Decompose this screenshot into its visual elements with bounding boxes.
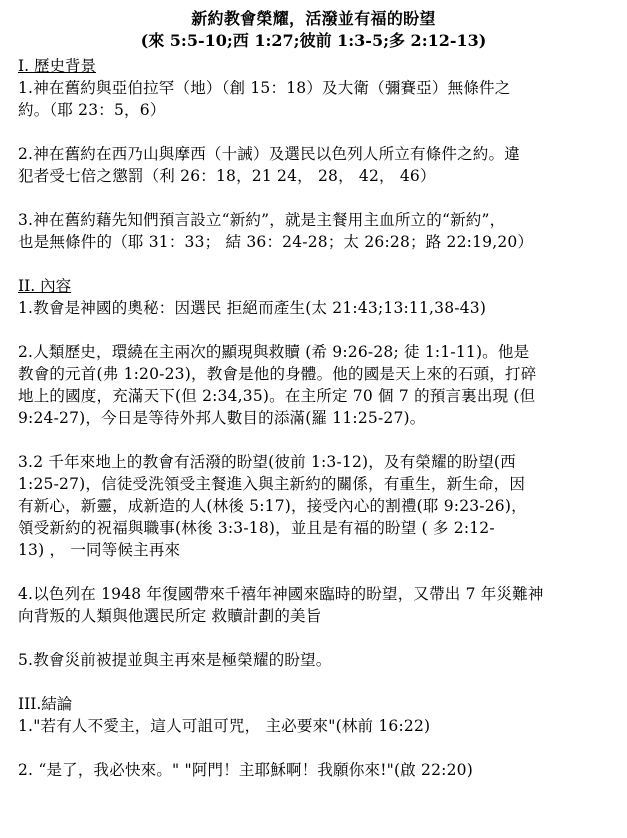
paragraph-line: 13) ， 一同等候主再來: [18, 541, 181, 559]
spacer: [18, 561, 609, 583]
paragraph-line: 2.神在舊約在西乃山與摩西（十誡）及選民以色列人所立有條件之約。違: [18, 145, 520, 163]
paragraph-line: 犯者受七倍之懲罰（利 26：18，21 24， 28， 42， 46）: [18, 167, 436, 185]
document-subtitle: (來 5:5-10;西 1:27;彼前 1:3-5;多 2:12-13): [140, 31, 487, 50]
paragraph: [18, 649, 609, 671]
paragraph-line: 1:25-27)，信徒受洗領受主餐進入與主新約的關係，有重生，新生命，因: [18, 475, 526, 493]
paragraph-line: 領受新約的祝福與職事(林後 3:3-18)，並且是有福的盼望 ( 多 2:12-: [18, 519, 495, 537]
paragraph: [18, 583, 609, 627]
paragraph: [18, 297, 609, 319]
spacer: [18, 253, 609, 275]
spacer: [18, 737, 609, 759]
paragraph-line: 3.神在舊約藉先知們預言設立“新約”，就是主餐用主血所立的“新約”，: [18, 211, 506, 229]
document-body: [18, 55, 609, 803]
paragraph: [18, 451, 609, 561]
section-heading-text: I. 歷史背景: [18, 57, 96, 75]
paragraph-line: 5.教會災前被提並與主再來是極榮耀的盼望。: [18, 651, 332, 669]
paragraph-line: 1."若有人不愛主，這人可詛可咒， 主必要來"(林前 16:22): [18, 717, 431, 735]
spacer: [18, 627, 609, 649]
paragraph-line: 2.人類歷史，環繞在主兩次的顯現與救贖 (希 9:26-28; 徒 1:1-11)。他是: [18, 343, 530, 361]
paragraph: [18, 209, 609, 253]
spacer: [18, 121, 609, 143]
spacer: [18, 671, 609, 693]
document-title: 新約教會榮耀，活潑並有福的盼望: [191, 9, 436, 28]
spacer: [18, 319, 609, 341]
paragraph-line: 教會的元首(弗 1:20-23)，教會是他的身體。他的國是天上來的石頭，打碎: [18, 365, 537, 383]
spacer: [18, 429, 609, 451]
section-heading-text: III.結論: [18, 695, 73, 713]
paragraph: [18, 759, 609, 781]
paragraph: [18, 143, 609, 187]
paragraph-line: 4.以色列在 1948 年復國帶來千禧年神國來臨時的盼望，又帶出 7 年災難神: [18, 585, 544, 603]
paragraph-line: 3.2 千年來地上的教會有活潑的盼望(彼前 1:3-12)，及有榮耀的盼望(西: [18, 453, 516, 471]
paragraph-line: 1.教會是神國的奧秘：因選民 拒絕而產生(太 21:43;13:11,38-43): [18, 299, 487, 317]
paragraph-line: 有新心，新靈，成新造的人(林後 5:17)，接受內心的割禮(耶 9:23-26)，: [18, 497, 527, 515]
section-heading: [18, 55, 609, 77]
spacer: [18, 781, 609, 803]
paragraph-line: 2. “是了，我必快來。" "阿門！主耶穌啊！我願你來!"(啟 22:20): [18, 761, 473, 779]
paragraph: [18, 341, 609, 429]
paragraph-line: 1.神在舊約與亞伯拉罕（地）（創 15：18）及大衛（彌賽亞）無條件之: [18, 79, 511, 97]
section-heading: [18, 275, 609, 297]
section-heading: [18, 693, 609, 715]
paragraph-line: 也是無條件的（耶 31：33； 結 36：24-28；太 26:28；路 22:19,20）: [18, 233, 534, 251]
paragraph-line: 約。（耶 23：5，6）: [18, 101, 166, 119]
paragraph-line: 9:24-27)，今日是等待外邦人數目的添滿(羅 11:25-27)。: [18, 409, 426, 427]
paragraph-line: 地上的國度，充滿天下(但 2:34,35)。在主所定 70 個 7 的預言裏出現 (但: [18, 387, 536, 405]
paragraph: [18, 77, 609, 121]
section-heading-text: II. 內容: [18, 277, 72, 295]
spacer: [18, 187, 609, 209]
paragraph: [18, 715, 609, 737]
paragraph-line: 向背叛的人類與他選民所定 救贖計劃的美旨: [18, 607, 322, 625]
